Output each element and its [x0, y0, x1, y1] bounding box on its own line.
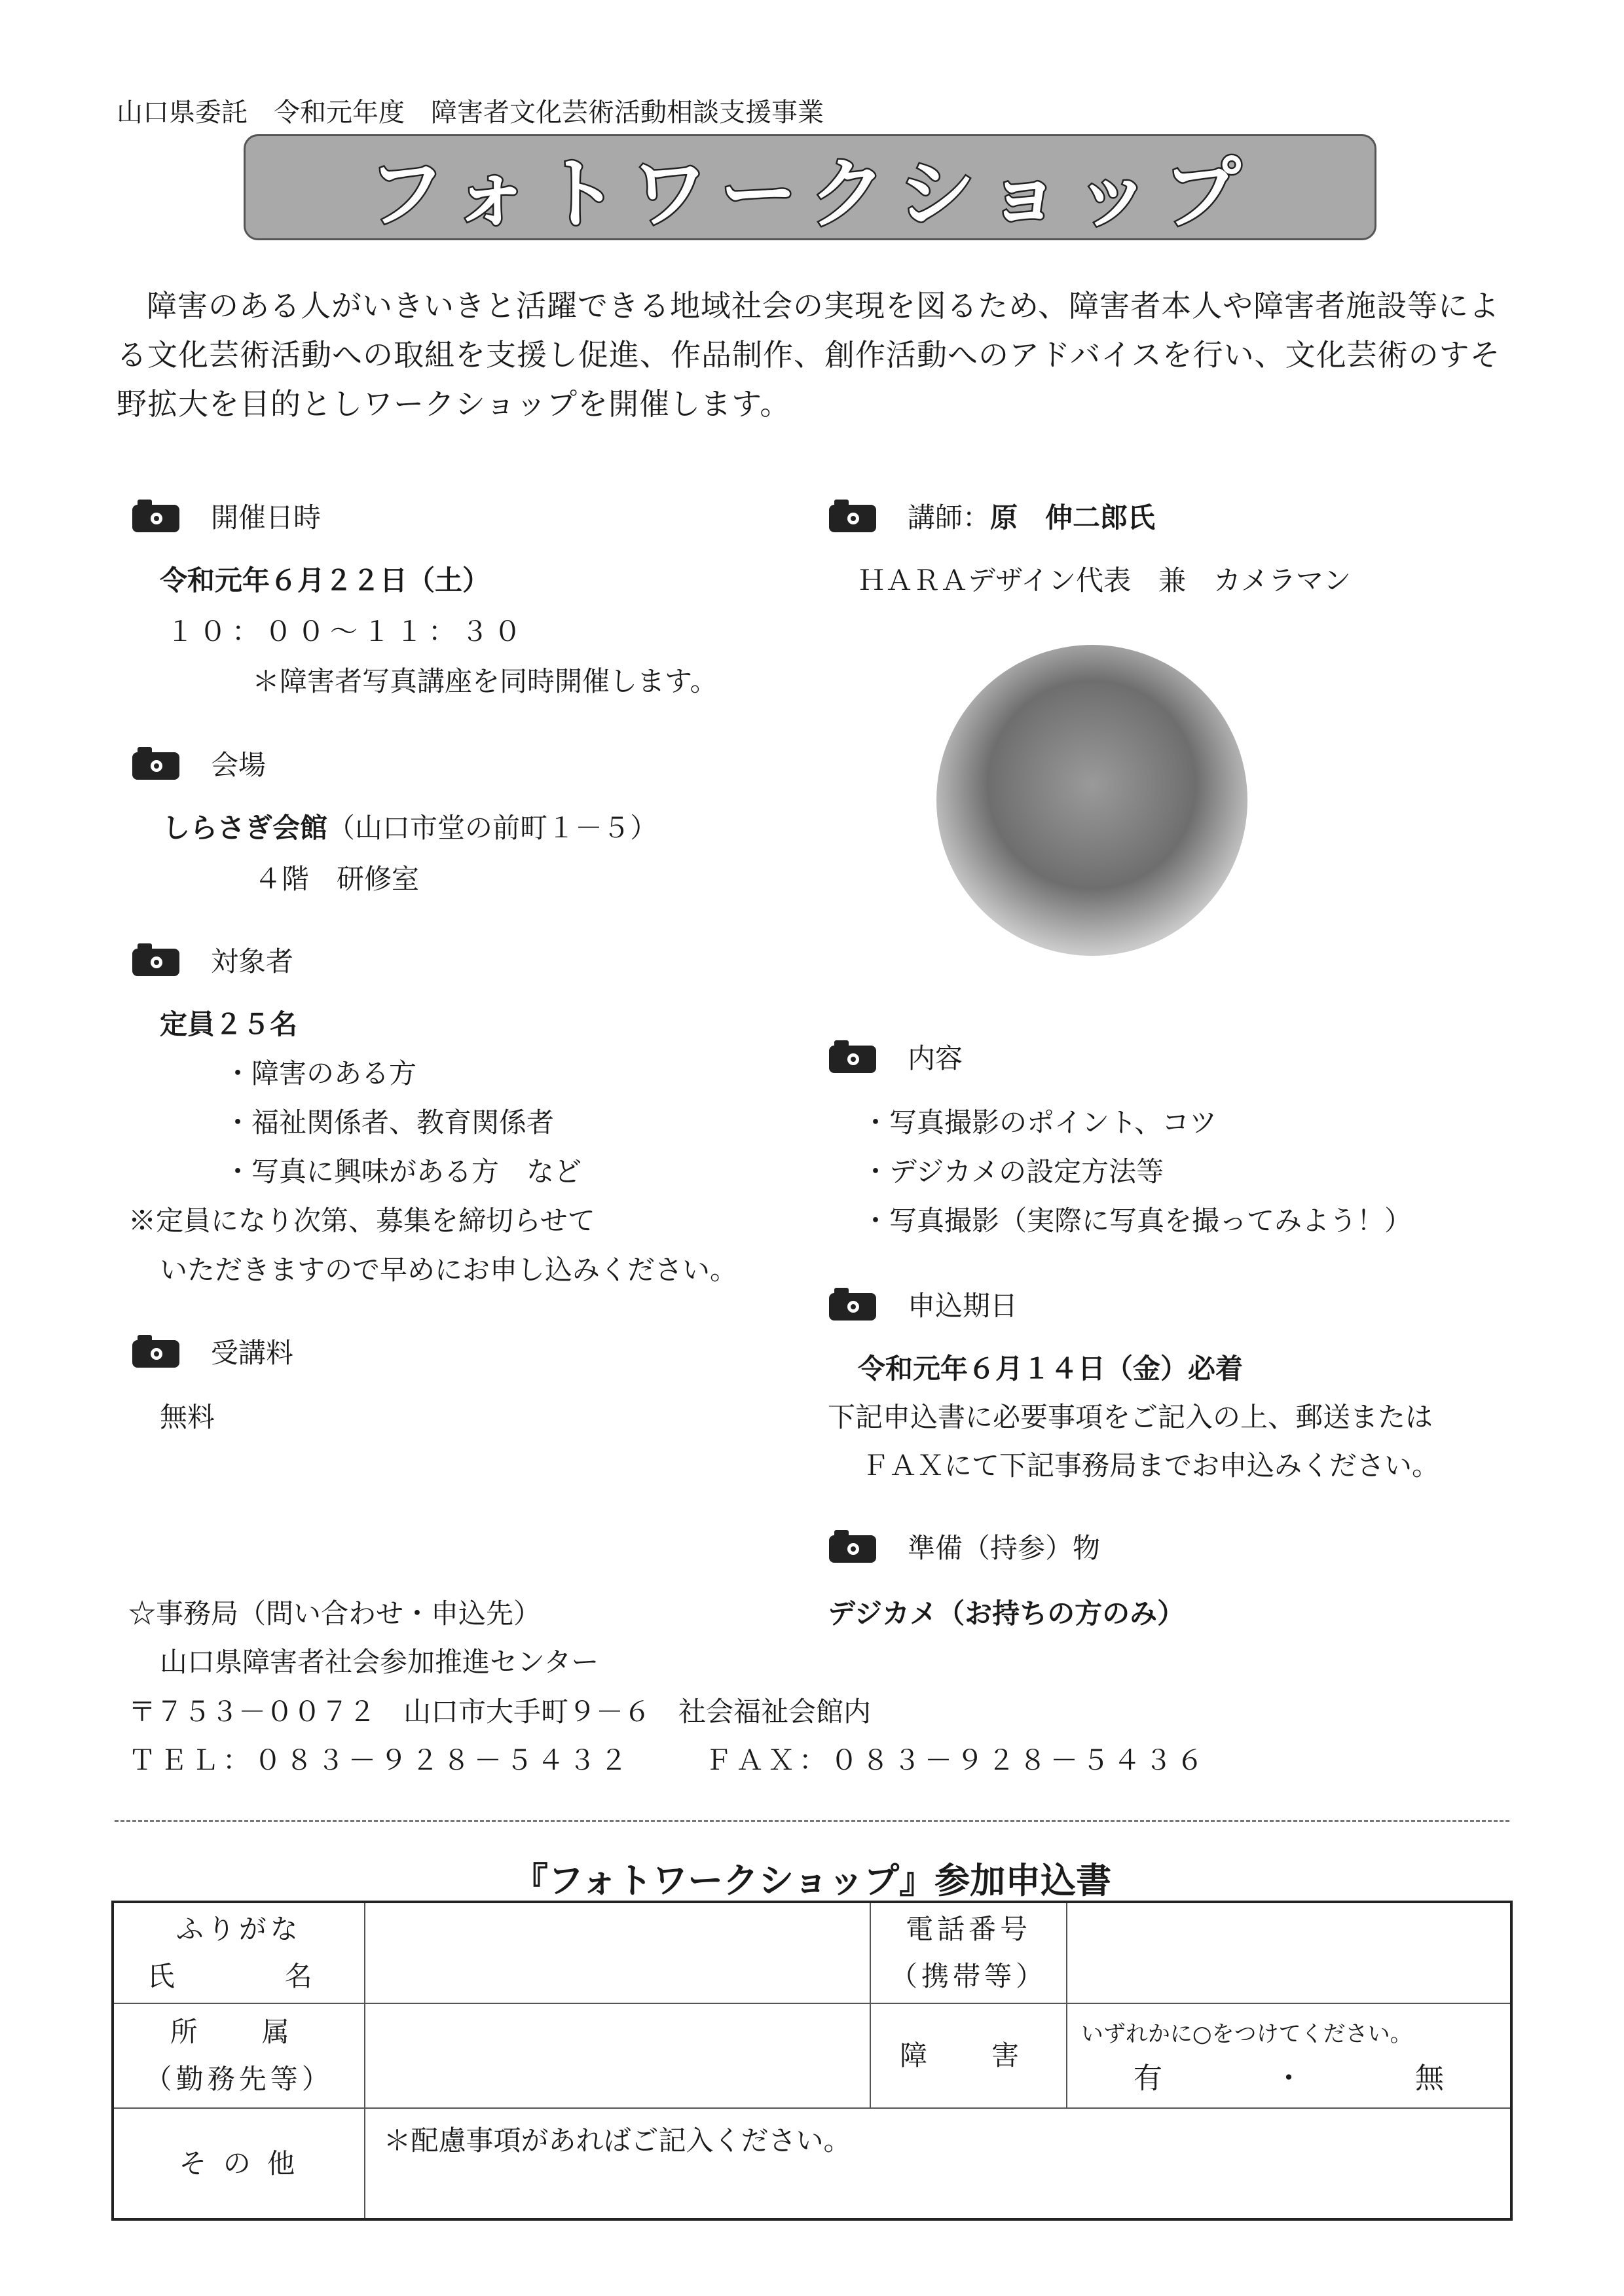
page-title: フォトワークショップ — [367, 149, 1253, 239]
fee-value: 無料 — [160, 1401, 215, 1433]
disability-choice-cell[interactable] — [1067, 2003, 1511, 2108]
bring-heading — [828, 1527, 1100, 1566]
disability-note: いずれかに○をつけてください。 — [1080, 2020, 1412, 2047]
content-heading-label: 内容 — [908, 1042, 963, 1074]
affiliation-label: 所 属 — [170, 2016, 308, 2048]
event-time: １０：００～１１：３０ — [166, 615, 527, 647]
office-tel: ＴＥＬ：０８３－９２８－５４３２ — [128, 1744, 632, 1776]
instructor-title: ＨＡＲＡデザイン代表 兼 カメラマン — [858, 564, 1352, 596]
content-heading — [828, 1037, 963, 1076]
venue-room: ４階 研修室 — [254, 863, 420, 895]
affiliation-field[interactable] — [365, 2003, 871, 2108]
furigana-label: ふりがな — [175, 1913, 302, 1945]
instructor-heading — [828, 496, 1155, 536]
form-title: 『フォトワークショップ』参加申込書 — [512, 1860, 1112, 1901]
sponsor-line: 山口県委託 令和元年度 障害者文化芸術活動相談支援事業 — [117, 98, 824, 128]
instructor-name: 原 伸二郎氏 — [990, 501, 1156, 534]
phone-sub-label: （携帯等） — [890, 1960, 1048, 1992]
other-note: ＊配慮事項があればご記入ください。 — [383, 2124, 851, 2157]
camera-icon — [131, 498, 181, 534]
deadline-heading-label: 申込期日 — [908, 1290, 1018, 1322]
application-form — [111, 1901, 1513, 2221]
cut-line — [115, 1820, 1509, 1822]
target-heading-label: 対象者 — [211, 945, 294, 977]
target-capacity: 定員２５名 — [160, 1008, 298, 1040]
bring-value: デジカメ（お持ちの方のみ） — [828, 1597, 1185, 1630]
camera-icon — [131, 1334, 181, 1369]
camera-icon — [131, 746, 181, 781]
venue-name: しらさぎ会館 — [162, 812, 328, 844]
affiliation-label-cell — [113, 2003, 365, 2108]
venue-address: （山口市堂の前町１－５） — [327, 812, 658, 844]
other-label: そ の 他 — [113, 2108, 365, 2219]
office-heading: ☆事務局（問い合わせ・申込先） — [128, 1597, 542, 1630]
target-item: ・写真に興味がある方 など — [224, 1156, 582, 1188]
event-date: 令和元年６月２２日（土） — [160, 564, 490, 596]
target-note: ※定員になり次第、募集を締切らせて — [128, 1205, 595, 1237]
datetime-heading-label: 開催日時 — [211, 501, 322, 534]
option-yes[interactable]: 有 — [1133, 2061, 1162, 2095]
office-fax: ＦＡＸ：０８３－９２８－５４３６ — [705, 1744, 1208, 1776]
option-separator: ・ — [1274, 2061, 1303, 2095]
camera-icon — [828, 1286, 877, 1322]
other-field[interactable] — [365, 2108, 1511, 2219]
venue-heading-label: 会場 — [211, 749, 267, 781]
instructor-heading-label: 講師： — [908, 501, 991, 534]
deadline-date: 令和元年６月１４日（金）必着 — [858, 1353, 1244, 1385]
venue-line — [162, 812, 657, 845]
target-item: ・福祉関係者、教育関係者 — [224, 1106, 555, 1139]
intro-paragraph: 障害のある人がいきいきと活躍できる地域社会の実現を図るため、障害者本人や障害者施設等による文化芸術活動への取組を支援し促進、作品制作、創作活動へのアドバイスを行い、文化芸術のすそ野拡大を目的としワークショップを開催します。 — [117, 288, 1501, 422]
venue-heading — [131, 744, 266, 783]
event-note: ＊障害者写真講座を同時開催します。 — [252, 665, 718, 697]
affiliation-sub-label: （勤務先等） — [144, 2063, 333, 2095]
phone-label-cell — [870, 1902, 1067, 2003]
disability-label: 障 害 — [870, 2003, 1067, 2108]
bring-heading-label: 準備（持参）物 — [908, 1532, 1101, 1564]
option-no[interactable]: 無 — [1414, 2061, 1444, 2095]
fee-heading-label: 受講料 — [211, 1337, 294, 1369]
deadline-line: ＦＡＸにて下記事務局までお申込みください。 — [862, 1449, 1440, 1482]
deadline-line: 下記申込書に必要事項をご記入の上、郵送または — [828, 1401, 1433, 1433]
camera-icon — [828, 498, 877, 534]
name-field[interactable] — [365, 1902, 871, 2003]
name-label: 氏 名 — [147, 1960, 331, 1992]
phone-label: 電話番号 — [906, 1913, 1032, 1945]
datetime-heading — [131, 496, 321, 536]
phone-field[interactable] — [1067, 1902, 1511, 2003]
name-label-cell — [113, 1902, 365, 2003]
content-item: ・写真撮影のポイント、コツ — [862, 1106, 1217, 1139]
title-banner — [244, 134, 1376, 240]
target-heading — [131, 940, 293, 979]
camera-icon — [828, 1039, 877, 1074]
deadline-heading — [828, 1285, 1018, 1324]
content-item: ・写真撮影（実際に写真を撮ってみよう！） — [862, 1205, 1412, 1237]
content-item: ・デジカメの設定方法等 — [862, 1156, 1164, 1188]
instructor-photo — [936, 645, 1247, 956]
target-item: ・障害のある方 — [224, 1057, 417, 1089]
disability-options — [1068, 2048, 1509, 2096]
target-note: いただきますので早めにお申し込みください。 — [160, 1254, 738, 1286]
camera-icon — [828, 1529, 877, 1564]
camera-icon — [131, 942, 181, 977]
fee-heading — [131, 1332, 293, 1371]
office-name: 山口県障害者社会参加推進センター — [160, 1646, 599, 1678]
office-address: 〒７５３－００７２ 山口市大手町９－６ 社会福祉会館内 — [128, 1696, 872, 1728]
